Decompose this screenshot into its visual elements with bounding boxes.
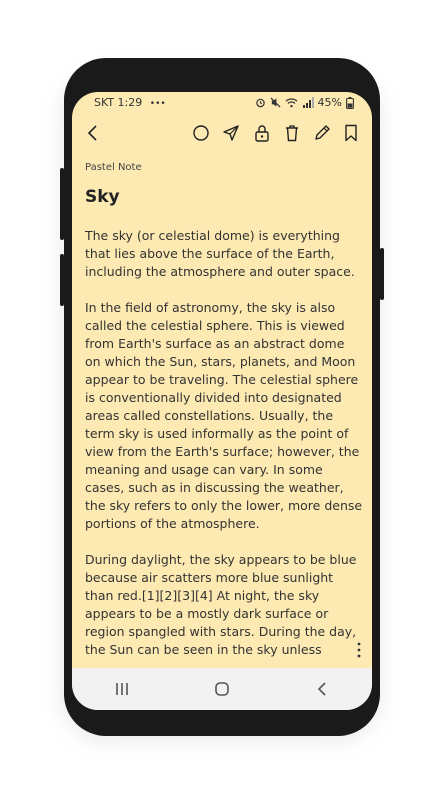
signal-icon (302, 97, 314, 108)
note-toolbar (72, 118, 372, 148)
more-options-icon[interactable] (354, 640, 364, 660)
notification-dots: ••• (149, 99, 166, 109)
power-button (380, 248, 384, 300)
note-paragraph[interactable]: In the field of astronomy, the sky is also called the celestial sphere. This is viewed from Earth's surface as an abstract dome on which the Sun, stars, planets, and Moon appear to be traveling. The celestial sphere is conventionally divided into designated areas called constellations. Usually, the term sky is used informally as the point of view from the Earth's surface; however, the meaning and usage can vary. In some cases, such as in discussing the weather, the sky refers to only the lower, more dense portions of the atmosphere. (85, 300, 363, 531)
mute-icon (270, 97, 281, 108)
status-icons (255, 96, 354, 109)
note-paragraph[interactable]: During daylight, the sky appears to be blue because air scatters more blue sunlight than red.[1][2][3][4] At night, the sky appears to be a mostly dark surface or region spangled with stars. During the day, the Sun can be seen in the sky unless (85, 552, 357, 657)
circle-icon[interactable] (192, 124, 210, 142)
battery-percent: 45% (317, 96, 342, 109)
navigation-bar (72, 668, 372, 710)
note-content[interactable] (85, 162, 363, 677)
bixby-button (60, 254, 64, 306)
home-icon[interactable] (202, 674, 242, 704)
edit-icon[interactable] (313, 124, 331, 142)
alarm-icon (255, 97, 266, 108)
volume-button (60, 168, 64, 240)
back-icon[interactable] (84, 124, 102, 142)
trash-icon[interactable] (283, 124, 301, 142)
bookmark-icon[interactable] (342, 124, 360, 142)
note-category-label: Pastel Note (85, 162, 142, 173)
lock-icon[interactable] (253, 124, 271, 142)
note-title[interactable]: Sky (85, 187, 120, 207)
back-nav-icon[interactable] (302, 674, 342, 704)
screen (72, 92, 372, 710)
recent-apps-icon[interactable] (102, 674, 142, 704)
status-time (94, 96, 166, 109)
status-bar (72, 92, 372, 114)
battery-icon (346, 97, 354, 109)
send-icon[interactable] (222, 124, 240, 142)
wifi-icon (285, 97, 298, 108)
note-paragraph[interactable]: The sky (or celestial dome) is everything that lies above the surface of the Earth, including the atmosphere and outer space. (85, 228, 355, 279)
carrier-time: SKT 1:29 (94, 96, 143, 109)
